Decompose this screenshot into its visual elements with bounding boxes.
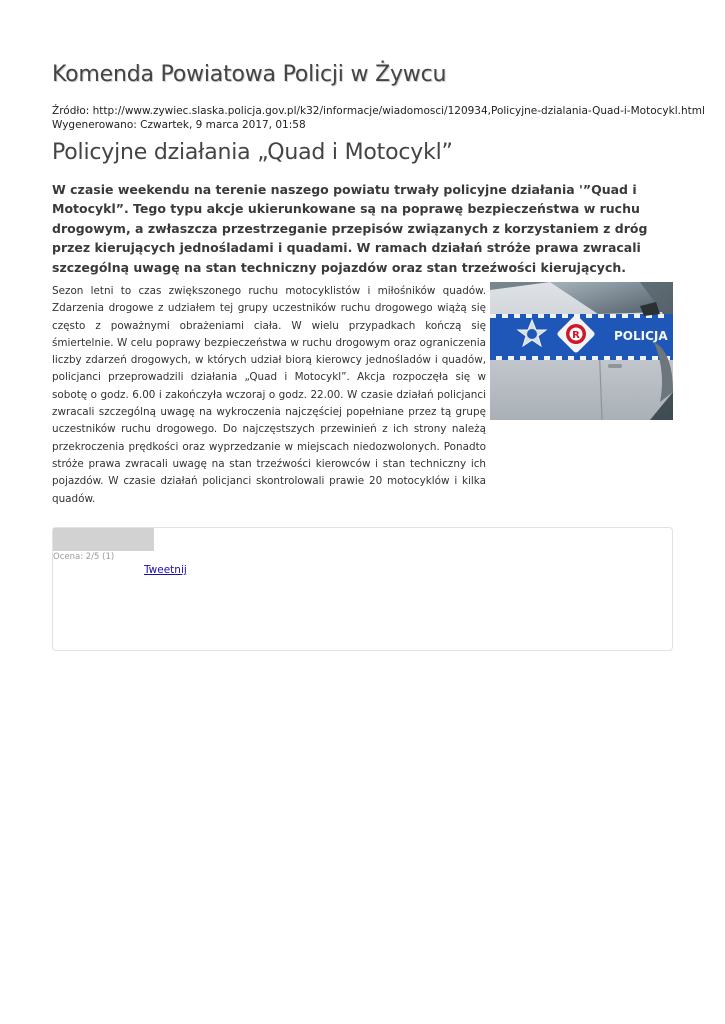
police-car-photo	[490, 282, 673, 420]
article-title: Policyjne działania „Quad i Motocykl”	[52, 140, 453, 165]
door-lettering: POLICJA	[614, 329, 668, 343]
article-lead: W czasie weekendu na terenie naszego powiatu trwały policyjne działania '”Quad i Motocykl”. Tego typu akcje ukierunkowane są na poprawę bezpieczeństwa w ruchu drogowym, a zwłaszcza przestrzeganie przepisów związanych z korzystaniem z dróg przez kierujących jednośladami i quadami. W ramach działań stróże prawa zwracali szczególną uwagę na stan techniczny pojazdów oraz stan trzeźwości kierujących.	[52, 182, 648, 275]
sign-letter: R	[572, 330, 580, 341]
source-url-line: Źródło: http://www.zywiec.slaska.policja.gov.pl/k32/informacje/wiadomosci/120934,Policyjne-dzialania-Quad-i-Motocykl.html	[52, 105, 705, 117]
site-title: Komenda Powiatowa Policji w Żywcu	[52, 62, 447, 87]
document-meta	[52, 104, 705, 132]
article-body: Sezon letni to czas zwiększonego ruchu motocyklistów i miłośników quadów. Zdarzenia drogowe z udziałem tej grupy uczestników ruchu drogowego wiążą się często z poważnymi obrażeniami ciała. W wielu przypadkach kończą się śmiertelnie. W celu poprawy bezpieczeństwa w ruchu drogowym oraz ograniczenia liczby zdarzeń drogowych, w których udział biorą kierowcy jednośladów i quadów, policjanci przeprowadzili działania „Quad i Motocykl”. Akcja rozpoczęła się w sobotę o godz. 6.00 i zakończyła wczoraj o godz. 22.00. W czasie działań policjanci zwracali szczególną uwagę na wykroczenia najczęściej popełniane przez tą grupę uczestników ruchu drogowego. Do najczęstszych przewinień z ich strony należą przekroczenia prędkości oraz wyprzedzanie w miejscach niedozwolonych. Ponadto stróże prawa zwracali uwagę na stan trzeźwości kierowców i stan techniczny ich pojazdów. W czasie działań policjanci skontrolowali prawie 20 motocyklów i kilka quadów.	[52, 285, 486, 505]
rating-stars-widget[interactable]	[53, 528, 154, 551]
door-handle	[608, 364, 622, 368]
tweet-link[interactable]: Tweetnij	[144, 564, 187, 576]
generated-date-line: Wygenerowano: Czwartek, 9 marca 2017, 01:58	[52, 119, 306, 131]
rating-label: Ocena: 2/5 (1)	[53, 552, 115, 562]
rating-panel	[52, 527, 673, 651]
